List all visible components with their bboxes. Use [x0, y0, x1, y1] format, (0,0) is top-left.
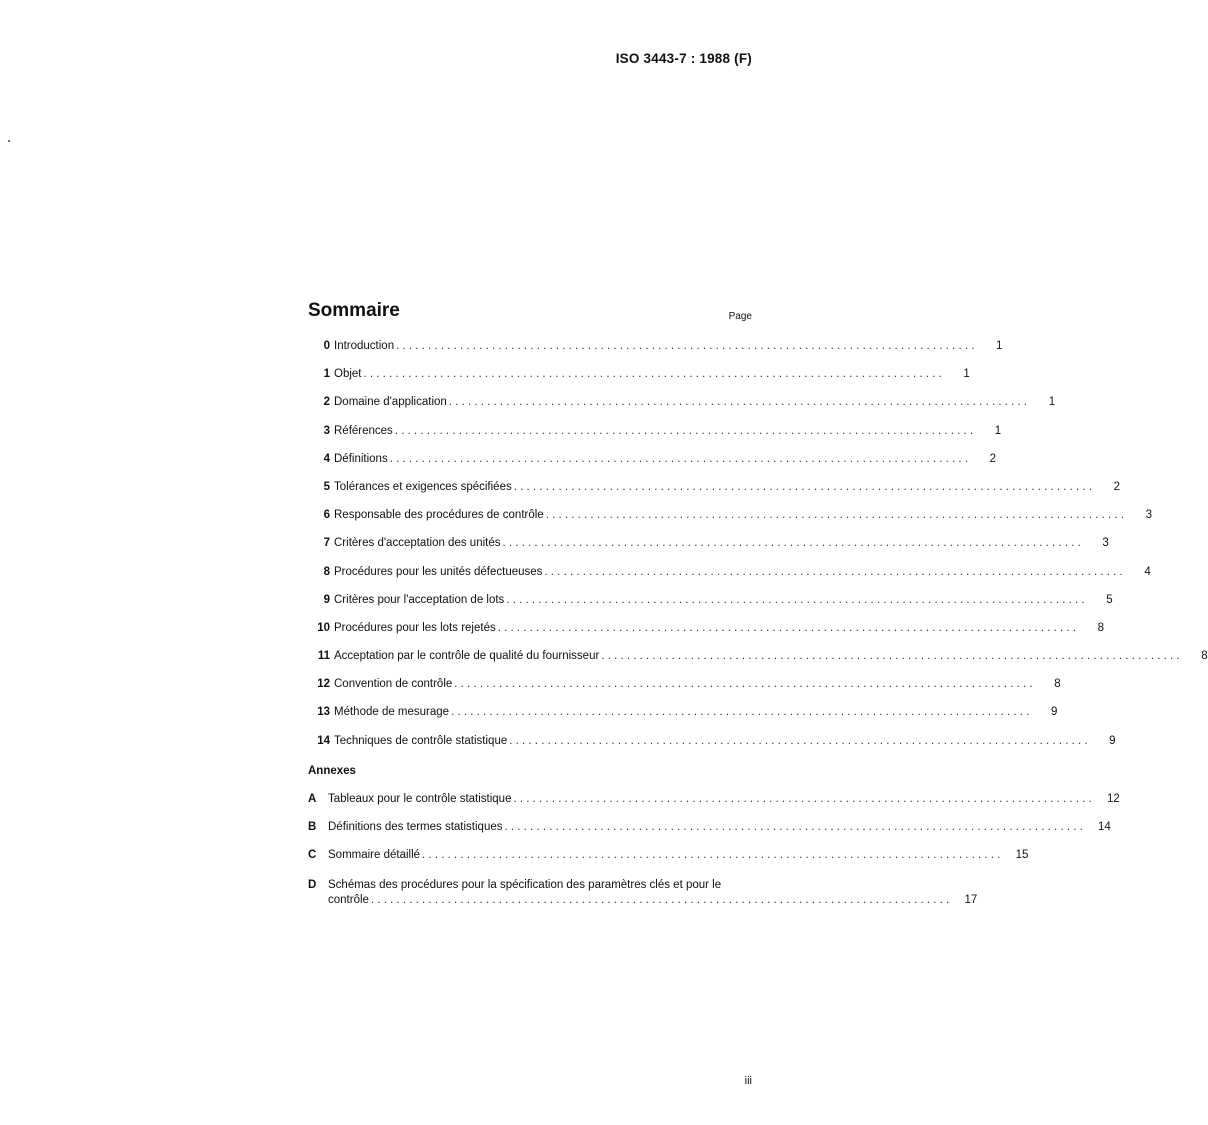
section-title: Acceptation par le contrôle de qualité du fournisseur: [334, 650, 600, 663]
dot-leader: [451, 706, 1029, 718]
section-title: Méthode de mesurage: [334, 706, 450, 719]
annex-letter: C: [308, 849, 317, 862]
dot-leader: [546, 509, 1124, 521]
dot-leader: [509, 735, 1087, 747]
section-page-number: 1: [994, 424, 1002, 437]
dot-leader: [390, 453, 968, 465]
section-page-number: 3: [1145, 509, 1153, 522]
section-page-number: 8: [1054, 678, 1061, 691]
page-column-label: Page: [728, 311, 752, 322]
section-number: 13: [317, 706, 330, 719]
dot-leader: [454, 678, 1032, 690]
section-page-number: 8: [1097, 621, 1105, 634]
annex-entries: [308, 792, 1120, 878]
toc-title: Sommaire: [308, 300, 400, 321]
toc-entry[interactable]: [308, 396, 1056, 424]
toc-entry[interactable]: [308, 593, 1113, 622]
annex-letter: B: [308, 821, 317, 834]
section-page-number: 2: [989, 452, 997, 465]
dot-leader: [449, 396, 1027, 408]
section-title: Objet: [334, 368, 362, 381]
dot-leader: [513, 793, 1091, 805]
section-page-number: 5: [1106, 593, 1113, 606]
section-title: Critères pour l'acceptation de lots: [334, 593, 505, 606]
section-page-number: 4: [1144, 565, 1151, 578]
section-number: 11: [317, 650, 330, 663]
annex-entry-d[interactable]: [308, 878, 978, 908]
dot-leader: [498, 622, 1076, 634]
section-title: Procédures pour les lots rejetés: [334, 621, 496, 634]
annex-label-line2-row: [328, 893, 977, 908]
annex-entry-body: [328, 878, 977, 908]
section-number: 5: [323, 480, 330, 493]
annex-title: Sommaire détaillé: [328, 849, 421, 862]
annex-page-number: 17: [964, 893, 978, 906]
dot-leader: [396, 340, 974, 352]
annex-title: Tableaux pour le contrôle statistique: [328, 792, 512, 805]
section-number: 9: [323, 593, 330, 606]
dot-leader: [544, 566, 1122, 578]
annex-page-number: 14: [1098, 821, 1111, 834]
dot-leader: [395, 425, 973, 437]
section-page-number: 9: [1050, 706, 1058, 719]
toc-entry[interactable]: [308, 706, 1058, 734]
section-page-number: 1: [996, 340, 1003, 352]
toc-entry[interactable]: [308, 537, 1109, 565]
toc-entry[interactable]: [308, 650, 1208, 678]
toc-entry[interactable]: [308, 734, 1116, 763]
section-number: 8: [323, 565, 330, 578]
section-number: 1: [323, 368, 330, 381]
dot-leader: [505, 821, 1083, 833]
section-number: 6: [323, 509, 330, 522]
section-page-number: 3: [1102, 537, 1109, 550]
section-page-number: 1: [963, 368, 970, 381]
document-reference: ISO 3443-7 : 1988 (F): [615, 51, 752, 66]
dot-leader: [506, 594, 1084, 606]
toc-entry[interactable]: [308, 678, 1061, 706]
annex-letter: D: [308, 878, 317, 891]
dot-leader: [514, 481, 1092, 493]
section-page-number: 2: [1113, 480, 1121, 493]
section-title: Critères d'acceptation des unités: [334, 537, 501, 550]
section-title: Introduction: [334, 340, 395, 352]
section-title: Procédures pour les unités défectueuses: [334, 565, 543, 578]
dot-leader: [364, 368, 942, 380]
section-title: Domaine d'application: [334, 396, 447, 409]
toc-header: [308, 300, 752, 330]
annex-title: Définitions des termes statistiques: [328, 821, 503, 834]
section-number: 2: [323, 396, 330, 409]
section-number: 14: [317, 734, 330, 747]
section-title: Tolérances et exigences spécifiées: [334, 480, 512, 493]
toc-entry[interactable]: [308, 340, 1003, 368]
annex-label-line2: contrôle: [328, 893, 369, 906]
section-page-number: 1: [1048, 396, 1056, 409]
annex-entry[interactable]: [308, 792, 1120, 821]
scan-speck: [8, 140, 10, 142]
section-number: 10: [317, 621, 330, 634]
annex-letter: A: [308, 792, 317, 805]
annex-page-number: 15: [1015, 849, 1029, 862]
section-number: 12: [317, 678, 330, 691]
section-number: 7: [323, 537, 330, 550]
toc-entry[interactable]: [308, 509, 1153, 537]
table-of-contents: [308, 300, 1208, 908]
toc-entries: [308, 340, 1208, 763]
toc-entry[interactable]: [308, 480, 1121, 509]
dot-leader: [502, 537, 1080, 549]
section-page-number: 8: [1201, 650, 1208, 663]
section-title: Convention de contrôle: [334, 678, 453, 691]
footer-page-number: iii: [744, 1075, 752, 1087]
section-number: 4: [323, 452, 330, 465]
section-page-number: 9: [1109, 734, 1116, 747]
toc-entry[interactable]: [308, 621, 1105, 650]
section-title: Définitions: [334, 452, 388, 465]
annex-entry[interactable]: [308, 849, 1029, 877]
section-number: 0: [323, 340, 330, 352]
section-title: Techniques de contrôle statistique: [334, 734, 508, 747]
dot-leader: [422, 849, 1000, 861]
section-title: Références: [334, 424, 393, 437]
annex-page-number: 12: [1107, 792, 1120, 805]
dot-leader: [371, 893, 949, 908]
toc-entry[interactable]: [308, 424, 1002, 453]
section-title: Responsable des procédures de contrôle: [334, 509, 544, 522]
dot-leader: [601, 650, 1179, 662]
annex-entry[interactable]: [308, 821, 1111, 849]
annex-label-line1: Schémas des procédures pour la spécification des paramètres clés et pour le: [328, 878, 722, 891]
toc-entry[interactable]: [308, 452, 997, 481]
section-number: 3: [323, 424, 330, 437]
annexes-heading: Annexes: [308, 764, 356, 777]
toc-entry[interactable]: [308, 368, 970, 396]
toc-entry[interactable]: [308, 565, 1151, 594]
